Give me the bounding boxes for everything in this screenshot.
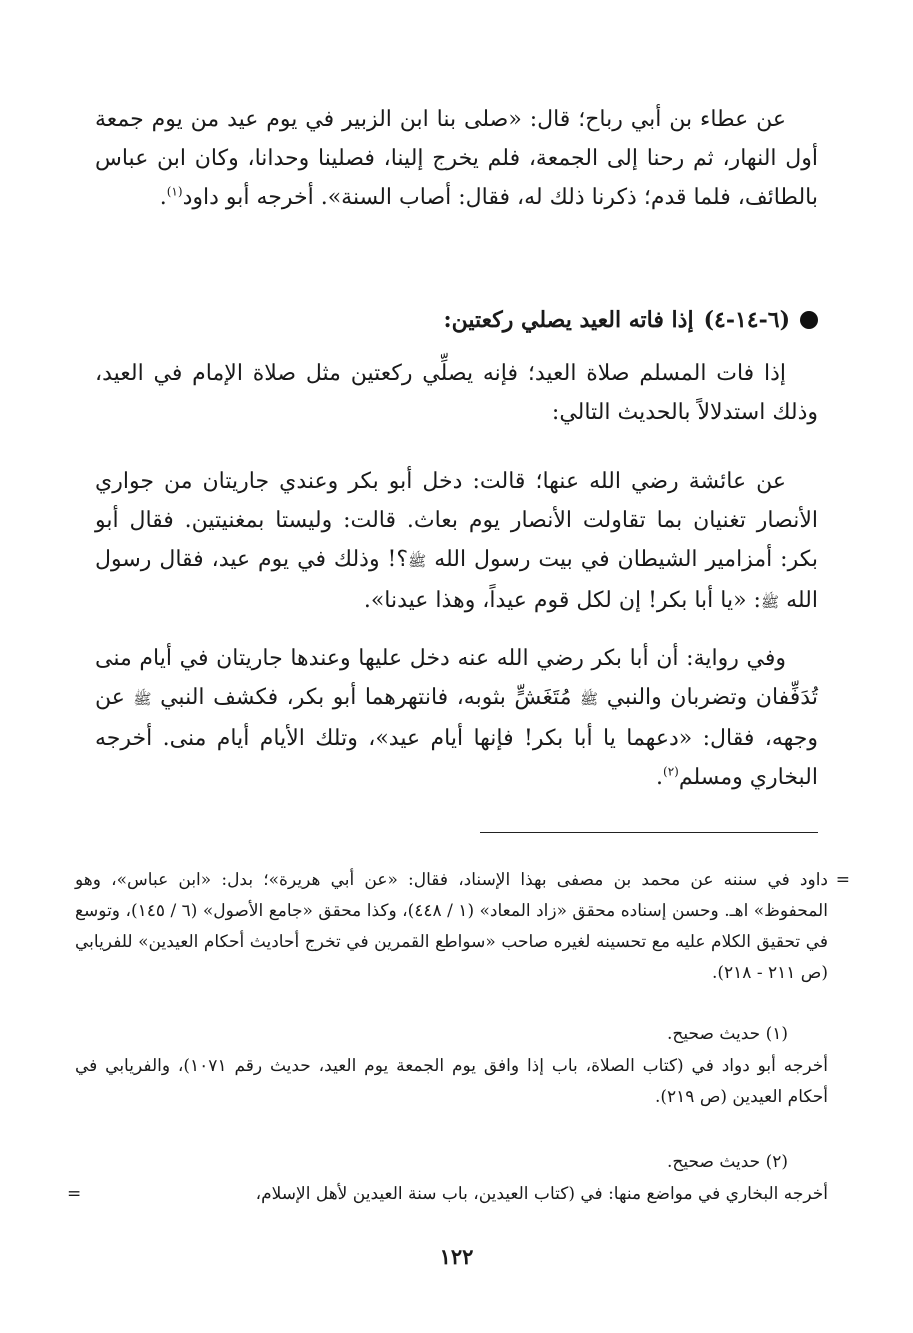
ruling-paragraph: إذا فات المسلم صلاة العيد؛ فإنه يصلِّي ركعتين مثل صلاة الإمام في العيد، وذلك استدلالاً بالحديث التالي: <box>95 361 818 425</box>
hadith-ibn-zubayr: عن عطاء بن أبي رباح؛ قال: «صلى بنا ابن الزبير في يوم عيد من يوم جمعة أول النهار، ثم رحنا إلى الجمعة، فلم يخرج إلينا، فصلينا وحدانا، وكان ابن عباس بالطائف، فلما قدم؛ ذكرنا ذلك له، فقال: أصاب السنة». أخرجه أبو داود$^{(١)}$. <box>95 107 818 210</box>
footnote-2-body: أخرجه البخاري في مواضع منها: في (كتاب العيدين، باب سنة العيدين لأهل الإسلام، = <box>75 1179 828 1210</box>
continuation-mark: = <box>67 1184 82 1204</box>
footnote-1-title: (١) حديث صحيح. <box>667 1024 788 1044</box>
book-page <box>67 92 850 1293</box>
section-heading <box>95 302 818 338</box>
hadith-aisha: عن عائشة رضي الله عنها؛ قالت: دخل أبو بكر وعندي جاريتان من جواري الأنصار تغنيان بما تقاولت الأنصار يوم بعاث. قالت: وليستا بمغنيتين. فقال أبو بكر: أمزامير الشيطان في بيت رسول الله ﷺ؟! وذلك في يوم عيد، فقال رسول الله ﷺ: «يا أبا بكر! إن لكل قوم عيداً، وهذا عيدنا». <box>95 469 819 613</box>
section-title: إذا فاته العيد يصلي ركعتين: <box>443 307 694 333</box>
section-number: (٦-١٤-٤) <box>703 307 790 333</box>
salutation-mark: ﷺ <box>408 552 427 570</box>
footnote-1-body: أخرجه أبو دواد في (كتاب الصلاة، باب إذا وافق يوم الجمعة يوم العيد، حديث رقم ١٠٧١)، والفريابي في أحكام العيدين (ص ٢١٩). <box>75 1056 828 1107</box>
footnote-2-title: (٢) حديث صحيح. <box>667 1152 788 1172</box>
footnote-separator <box>480 832 818 833</box>
footnote-ref-1[interactable]: (١) <box>166 184 183 199</box>
hadith-variant-narration: وفي رواية: أن أبا بكر رضي الله عنه دخل عليها وعندها جاريتان في أيام منى تُدَفِّفان وتضربان والنبي ﷺ مُتَغَشٍّ بثوبه، فانتهرهما أبو بكر، فكشف النبي ﷺ عن وجهه، فقال: «دعهما يا أبا بكر! فإنها أيام عيد»، وتلك الأيام أيام منى. أخرجه البخاري ومسلم$^{(٢)}$. <box>95 646 818 790</box>
continuation-mark: = <box>835 870 850 890</box>
footnote-ref-2[interactable]: (٢) <box>663 764 679 779</box>
hadith-1-text: عن عطاء بن أبي رباح؛ قال: «صلى بنا ابن الزبير في يوم عيد من يوم جمعة أول النهار، ثم رحنا إلى الجمعة، فلم يخرج إلينا، فصلينا وحدانا، وكان ابن عباس بالطائف، فلما قدم؛ ذكرنا ذلك له، فقال: أصاب السنة». أخرجه أبو داود <box>95 107 818 210</box>
salutation-mark: ﷺ <box>580 690 599 708</box>
salutation-mark: ﷺ <box>133 690 152 708</box>
page-number: ١٢٢ <box>439 1244 474 1269</box>
footnote-continuation: = داود في سننه عن محمد بن مصفى بهذا الإسناد، فقال: «عن أبي هريرة»؛ بدل: «ابن عباس»، وهو المحفوظ» اهـ. وحسن إسناده محقق «زاد المعاد» (١ / ٤٤٨)، وكذا محقق «جامع الأصول» (٦ / ١٤٥)، وتوسع في تحقيق الكلام عليه مع تحسينه لغيره صاحب «سواطع القمرين في تخرج أحاديث أحكام العيدين» للفريابي (ص ٢١١ - ٢١٨). <box>75 865 828 989</box>
bullet-dot-icon <box>800 311 818 329</box>
salutation-mark: ﷺ <box>760 593 780 611</box>
